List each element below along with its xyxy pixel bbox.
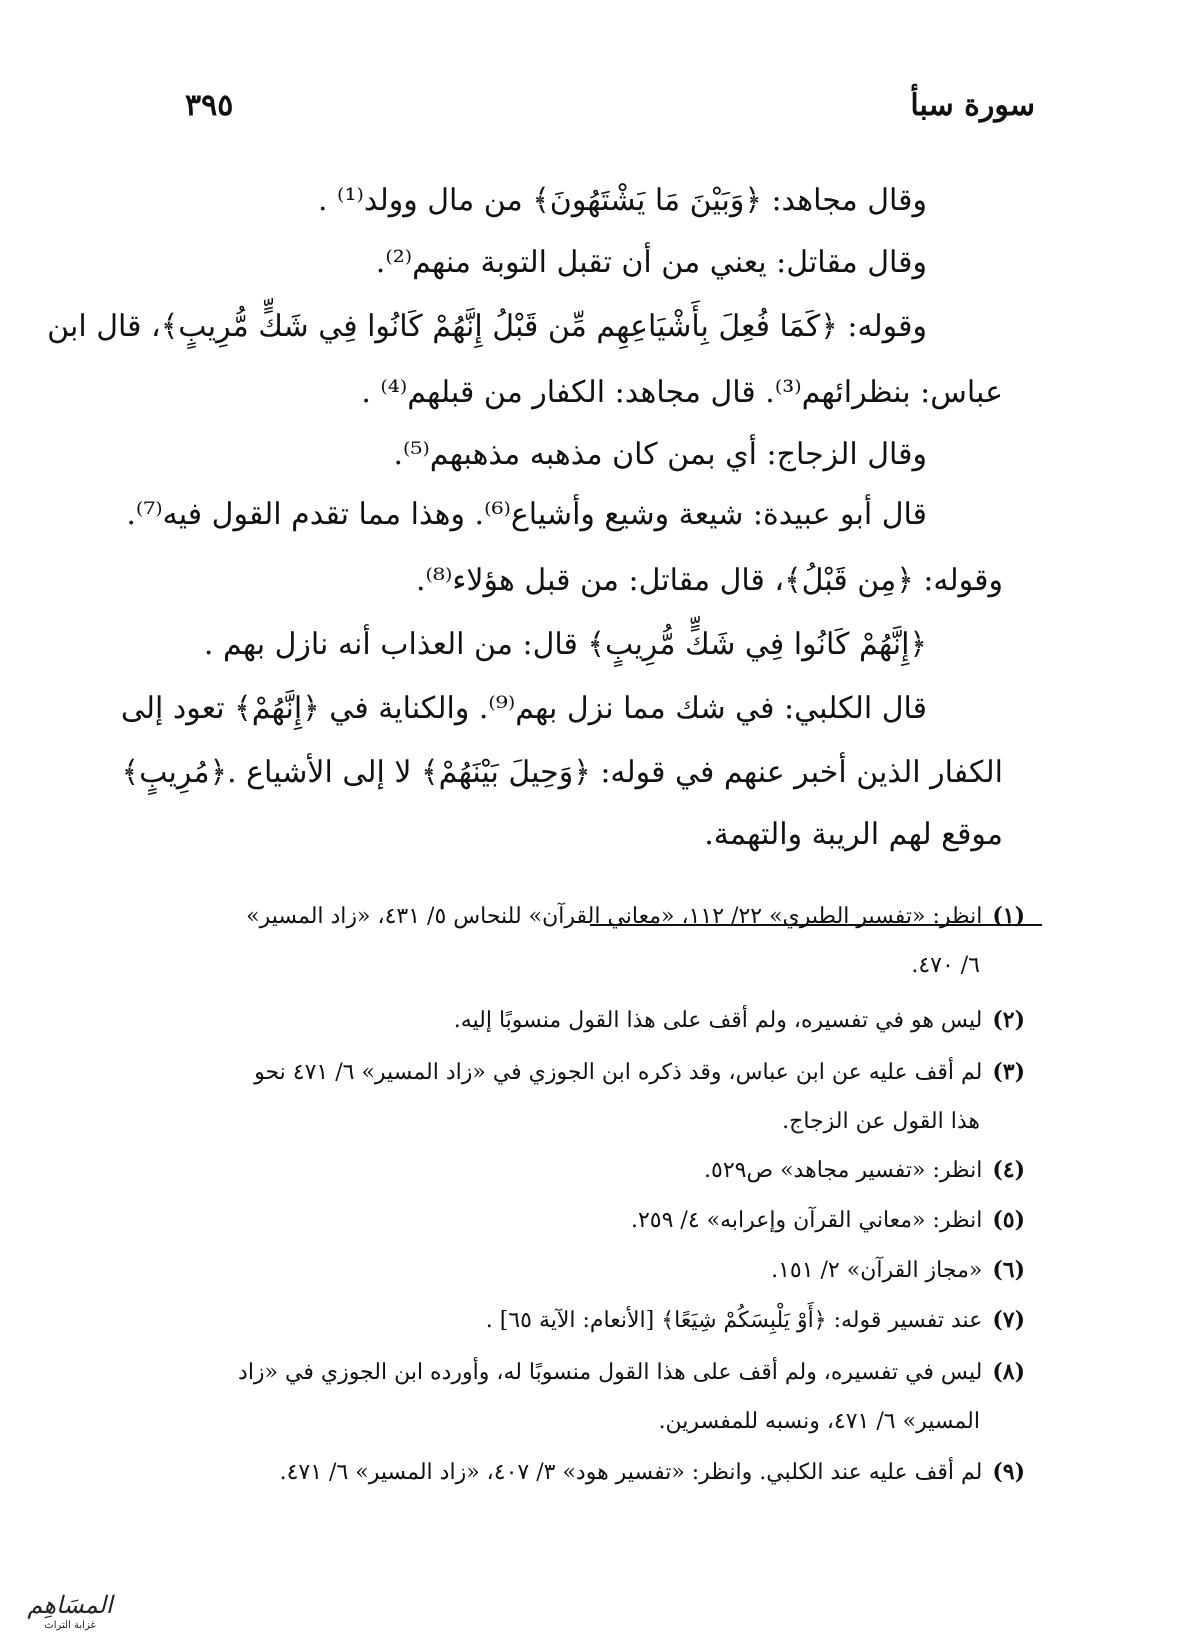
body-line: وقال مقاتل: يعني من أن تقبل التوبة منهم⁽²⁾. xyxy=(375,245,927,280)
footnote-number: (٢) xyxy=(992,1007,1025,1033)
footnote xyxy=(25,896,1025,937)
footnote-number: (٤) xyxy=(992,1157,1025,1183)
footnote-text: انظر: «معاني القرآن وإعرابه» ٤/ ٢٥٩. xyxy=(630,1208,983,1233)
body-line: موقع لهم الريبة والتهمة. xyxy=(704,817,1003,852)
footnote-text: انظر: «تفسير مجاهد» ص٥٢٩. xyxy=(704,1158,983,1183)
body-line: وقوله: ﴿مِن قَبْلُ﴾، قال مقاتل: من قبل هؤلاء⁽⁸⁾. xyxy=(416,563,1003,598)
seal-main-text: المسَاهِم xyxy=(27,1591,113,1619)
body-line: وقال مجاهد: ﴿وَبَيْنَ مَا يَشْتَهُونَ﴾ من مال وولد⁽¹⁾ . xyxy=(317,183,927,218)
body-line: الكفار الذين أخبر عنهم في قوله: ﴿وَحِيلَ بَيْنَهُمْ﴾ لا إلى الأشياع .﴿مُرِيبٍ﴾ xyxy=(121,755,1003,790)
footnote xyxy=(25,1052,1025,1093)
body-line: ﴿إِنَّهُمْ كَانُوا فِي شَكٍّ مُّرِيبٍ﴾ قال: من العذاب أنه نازل بهم . xyxy=(203,627,927,662)
footnote-text: ليس هو في تفسيره، ولم أقف على هذا القول منسوبًا إليه. xyxy=(453,1008,983,1033)
footnote xyxy=(25,1300,1025,1341)
seal-sub-text: غزابة التراث xyxy=(44,1620,96,1631)
footnote-text: ليس في تفسيره، ولم أقف على هذا القول منسوبًا له، وأورده ابن الجوزي في «زاد xyxy=(238,1360,983,1385)
footnote-number: (٦) xyxy=(992,1257,1025,1283)
library-seal xyxy=(10,1590,130,1642)
footnote-text: عند تفسير قوله: ﴿أَوْ يَلْبِسَكُمْ شِيَعًا﴾ [الأنعام: الآية ٦٥] . xyxy=(485,1308,983,1333)
footnote-number: (٩) xyxy=(992,1459,1025,1485)
body-line: عباس: بنظرائهم⁽³⁾. قال مجاهد: الكفار من قبلهم⁽⁴⁾ . xyxy=(361,375,1003,410)
footnote-continuation: هذا القول عن الزجاج. xyxy=(782,1109,980,1134)
body-line: قال الكلبي: في شك مما نزل بهم⁽⁹⁾. والكناية في ﴿إِنَّهُمْ﴾ تعود إلى xyxy=(120,691,927,726)
footnote-number: (٣) xyxy=(992,1059,1025,1085)
running-title: سورة سبأ xyxy=(910,88,1035,123)
footnote-text: انظر: «تفسير الطبري» ٢٢/ ١١٢، «معاني القرآن» للنحاس ٥/ ٤٣١، «زاد المسير» xyxy=(246,904,983,929)
footnote-text: «مجاز القرآن» ٢/ ١٥١. xyxy=(771,1258,983,1283)
body-line: وقال الزجاج: أي بمن كان مذهبه مذهبهم⁽⁵⁾. xyxy=(393,437,927,472)
footnote xyxy=(25,1352,1025,1393)
footnote-number: (٨) xyxy=(992,1359,1025,1385)
page-number: ٣٩٥ xyxy=(185,88,234,123)
body-line: قال أبو عبيدة: شيعة وشيع وأشياع⁽⁶⁾. وهذا مما تقدم القول فيه⁽⁷⁾. xyxy=(126,497,927,532)
footnote-number: (٥) xyxy=(992,1207,1025,1233)
body-line: وقوله: ﴿كَمَا فُعِلَ بِأَشْيَاعِهِم مِّن قَبْلُ إِنَّهُمْ كَانُوا فِي شَكٍّ مُّرِيبٍ﴾، قال ابن xyxy=(47,309,927,344)
footnote-continuation: المسير» ٦/ ٤٧١، ونسبه للمفسرين. xyxy=(658,1409,980,1434)
footnote-number: (٧) xyxy=(992,1307,1025,1333)
footnote-text: لم أقف عليه عند الكلبي. وانظر: «تفسير هود» ٣/ ٤٠٧، «زاد المسير» ٦/ ٤٧١. xyxy=(279,1460,983,1485)
footnote-text: لم أقف عليه عن ابن عباس، وقد ذكره ابن الجوزي في «زاد المسير» ٦/ ٤٧١ نحو xyxy=(254,1060,983,1085)
footnote xyxy=(25,1250,1025,1291)
footnote xyxy=(25,1452,1025,1493)
footnote xyxy=(25,1200,1025,1241)
footnote xyxy=(25,1000,1025,1041)
footnote-continuation: ٦/ ٤٧٠. xyxy=(911,953,980,978)
footnote-number: (١) xyxy=(992,903,1025,929)
footnote xyxy=(25,1150,1025,1191)
